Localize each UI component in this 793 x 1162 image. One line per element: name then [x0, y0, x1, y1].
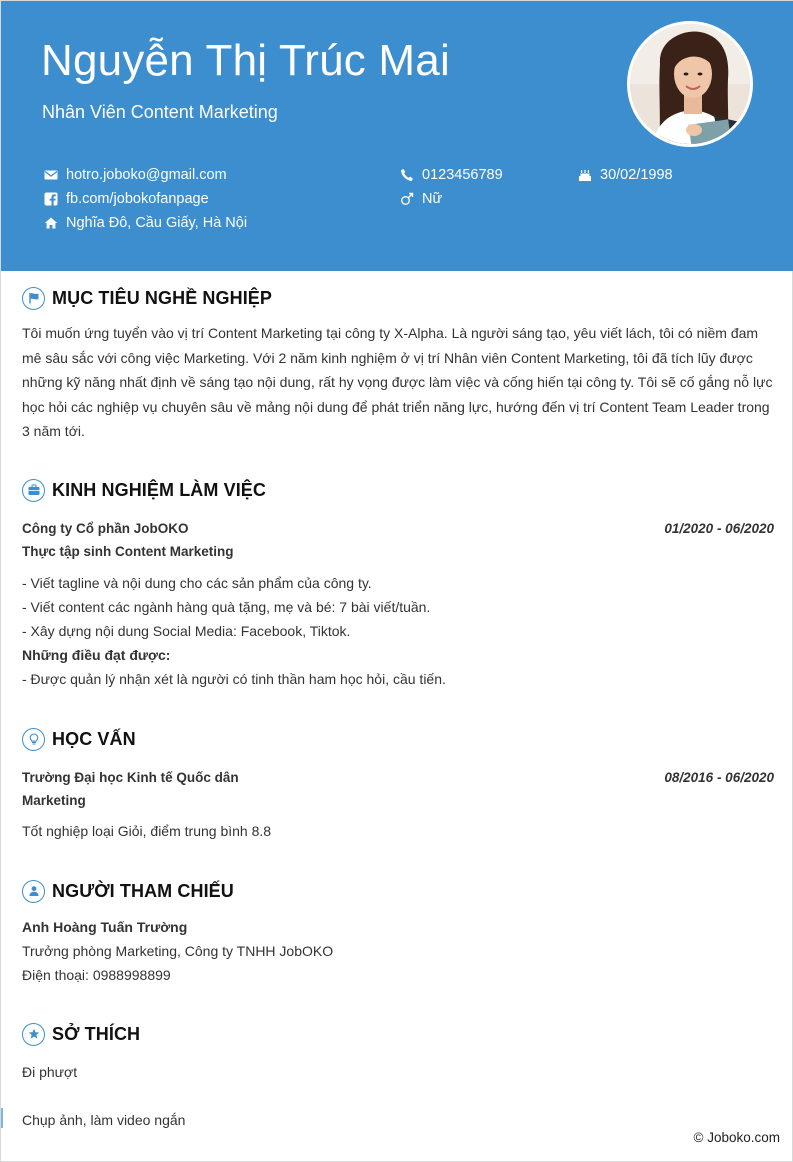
education-title: HỌC VẤN — [52, 728, 136, 749]
avatar-photo — [630, 24, 753, 147]
experience-position-row — [22, 540, 774, 563]
hobby-item: Chụp ảnh, làm video ngắn — [22, 1112, 186, 1128]
facebook-text: fb.com/jobokofanpage — [66, 191, 209, 207]
phone-text: 0123456789 — [422, 167, 503, 183]
page-edge-marker — [1, 1108, 3, 1128]
duty-item: - Viết content các ngành hàng quà tặng, mẹ và bé: 7 bài viết/tuần. — [22, 599, 431, 615]
birthday-cake-icon — [578, 168, 592, 182]
objective-section — [22, 286, 774, 444]
birthday-text: 30/02/1998 — [600, 167, 673, 183]
experience-company-row — [22, 517, 774, 540]
experience-section — [22, 478, 774, 691]
experience-duties — [22, 571, 774, 691]
duty-item: - Xây dựng nội dung Social Media: Facebook, Tiktok. — [22, 623, 351, 639]
facebook-icon — [44, 192, 58, 206]
phone-icon — [400, 168, 414, 182]
references-heading — [22, 879, 774, 903]
gender-text: Nữ — [422, 191, 443, 207]
contact-address — [44, 214, 247, 232]
reference-phone: Điện thoại: 0988998899 — [22, 967, 171, 983]
experience-period: 01/2020 - 06/2020 — [664, 521, 774, 536]
education-major-row — [22, 789, 774, 812]
achievements-label: Những điều đạt được: — [22, 647, 171, 663]
email-text: hotro.joboko@gmail.com — [66, 167, 227, 183]
education-heading — [22, 727, 774, 751]
duty-item: - Viết tagline và nội dung cho các sản phẩm của công ty. — [22, 575, 372, 591]
references-title: NGƯỜI THAM CHIẾU — [52, 880, 234, 901]
home-icon — [44, 216, 58, 230]
education-school-row — [22, 766, 774, 789]
contact-phone — [400, 166, 503, 184]
experience-title: KINH NGHIỆM LÀM VIỆC — [52, 479, 267, 500]
education-period: 08/2016 - 06/2020 — [664, 770, 774, 785]
hobbies-heading — [22, 1022, 774, 1046]
briefcase-icon — [22, 479, 45, 502]
education-major: Marketing — [22, 793, 86, 808]
contact-gender — [400, 190, 442, 208]
objective-title: MỤC TIÊU NGHỀ NGHIỆP — [52, 287, 273, 308]
user-icon — [22, 880, 45, 903]
contact-facebook — [44, 190, 209, 208]
reference-role: Trưởng phòng Marketing, Công ty TNHH JobOKO — [22, 943, 334, 959]
hobby-item: Đi phượt — [22, 1064, 78, 1080]
experience-heading — [22, 478, 774, 502]
education-section — [22, 727, 774, 843]
achievement-item: - Được quản lý nhận xét là người có tinh thần ham học hỏi, cầu tiến. — [22, 671, 446, 687]
avatar — [627, 21, 753, 147]
references-section — [22, 879, 774, 987]
education-result: Tốt nghiệp loại Giỏi, điểm trung bình 8.8 — [22, 823, 272, 839]
contact-email — [44, 166, 227, 184]
hobbies-section — [22, 1022, 774, 1132]
experience-company: Công ty Cổ phần JobOKO — [22, 521, 189, 536]
address-text: Nghĩa Đô, Cầu Giấy, Hà Nội — [66, 215, 248, 231]
candidate-name: Nguyễn Thị Trúc Mai — [41, 36, 450, 85]
star-icon — [22, 1023, 45, 1046]
reference-name: Anh Hoàng Tuấn Trường — [22, 919, 188, 935]
objective-heading — [22, 286, 774, 310]
education-school: Trường Đại học Kinh tế Quốc dân — [22, 770, 239, 785]
envelope-icon — [44, 168, 58, 182]
candidate-job-title: Nhân Viên Content Marketing — [42, 102, 278, 122]
cv-header — [1, 1, 793, 271]
gender-male-icon — [400, 192, 414, 206]
lightbulb-icon — [22, 728, 45, 751]
experience-position: Thực tập sinh Content Marketing — [22, 544, 234, 559]
contact-birthday — [578, 166, 673, 184]
objective-text: Tôi muốn ứng tuyển vào vị trí Content Marketing tại công ty X-Alpha. Là người sáng tạo, yêu viết lách, tôi có niềm đam mê sâu sắc với công việc Marketing. Với 2 năm kinh nghiệm ở vị trí Nhân viên Content Marketing, tôi đã tích lũy được những kỹ năng nhất định về sáng tạo nội dung, rất hy vọng được làm việc và cống hiến tại công ty. Tôi sẽ cố gắng nỗ lực học hỏi các nghiệp vụ chuyên sâu về mảng nội dung để phát triển năng lực, hướng đến vị trí Content Team Leader trong 3 năm tới. — [22, 325, 773, 439]
hobbies-title: SỞ THÍCH — [52, 1023, 141, 1044]
copyright-text: © Joboko.com — [693, 1130, 780, 1145]
flag-icon — [22, 287, 45, 310]
